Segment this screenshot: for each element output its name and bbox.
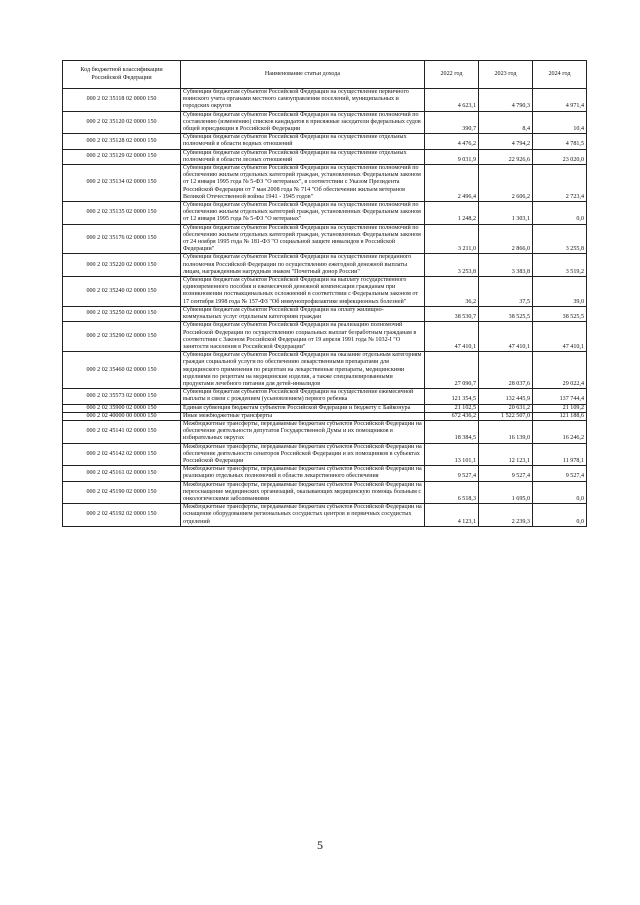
row-code: 000 2 02 35134 02 0000 150 xyxy=(63,165,181,202)
row-value-2022: 21 102,5 xyxy=(425,404,479,412)
row-value-2022: 9 031,9 xyxy=(425,149,479,164)
row-value-2024: 0,0 xyxy=(533,504,587,527)
row-code: 000 2 02 35118 02 0000 150 xyxy=(63,89,181,112)
row-value-2024: 21 109,2 xyxy=(533,404,587,412)
row-value-2023: 1 695,0 xyxy=(479,481,533,504)
row-value-2023: 38 525,5 xyxy=(479,306,533,321)
row-code: 000 2 02 45161 02 0000 150 xyxy=(63,466,181,481)
row-code: 000 2 02 35220 02 0000 150 xyxy=(63,254,181,277)
header-2024: 2024 год xyxy=(533,61,587,89)
page-number: 5 xyxy=(317,838,323,852)
row-code: 000 2 02 40000 00 0000 150 xyxy=(63,412,181,420)
table-row xyxy=(63,202,587,225)
row-name: Единая субвенция бюджетам субъектов Российской Федерации и бюджету г. Байконура xyxy=(181,404,425,412)
row-value-2024: 11 978,1 xyxy=(533,443,587,466)
row-code: 000 2 02 45141 02 0000 150 xyxy=(63,420,181,443)
row-value-2022: 672 436,2 xyxy=(425,412,479,420)
row-name: Субвенции бюджетам субъектов Российской Федерации на осуществление отдельных полномочий в области водных отношений xyxy=(181,134,425,149)
row-value-2023: 37,5 xyxy=(479,277,533,307)
row-name: Иные межбюджетные трансферты xyxy=(181,412,425,420)
row-value-2024: 0,0 xyxy=(533,481,587,504)
row-name: Межбюджетные трансферты, передаваемые бюджетам субъектов Российской Федерации на реализацию отдельных полномочий в области лекарственного обеспечения xyxy=(181,466,425,481)
row-value-2023: 4 790,3 xyxy=(479,89,533,112)
row-value-2023: 2 866,0 xyxy=(479,224,533,254)
table-row xyxy=(63,352,587,389)
row-value-2022: 38 530,7 xyxy=(425,306,479,321)
row-value-2023: 47 410,1 xyxy=(479,322,533,352)
row-value-2024: 16 246,2 xyxy=(533,420,587,443)
row-value-2022: 4 623,1 xyxy=(425,89,479,112)
row-value-2024: 2 723,4 xyxy=(533,165,587,202)
row-name: Субвенции бюджетам субъектов Российской Федерации на осуществление полномочий по обеспечению жильем отдельных категорий граждан, установленных Федеральным законом от 12 января 1995 года № 5-ФЗ "О ветеранах" xyxy=(181,202,425,225)
row-value-2023: 20 631,2 xyxy=(479,404,533,412)
row-code: 000 2 02 35128 02 0000 150 xyxy=(63,134,181,149)
row-value-2023: 2 239,3 xyxy=(479,504,533,527)
row-value-2024: 0,0 xyxy=(533,202,587,225)
row-value-2022: 3 211,0 xyxy=(425,224,479,254)
header-code: Код бюджетной классификации Российской Федерации xyxy=(63,61,181,89)
row-value-2022: 27 090,7 xyxy=(425,352,479,389)
table-row xyxy=(63,404,587,412)
row-value-2022: 4 476,2 xyxy=(425,134,479,149)
row-value-2024: 47 410,1 xyxy=(533,322,587,352)
row-name: Субвенции бюджетам субъектов Российской Федерации на осуществление первичного воинского учета органами местного самоуправления поселений, муниципальных и городских округов xyxy=(181,89,425,112)
row-value-2023: 3 383,8 xyxy=(479,254,533,277)
row-value-2022: 9 527,4 xyxy=(425,466,479,481)
row-value-2024: 23 020,0 xyxy=(533,149,587,164)
row-name: Межбюджетные трансферты, передаваемые бюджетам субъектов Российской Федерации на переоснащение медицинских организаций, оказывающих медицинскую помощь больным с онкологическими заболеваниями xyxy=(181,481,425,504)
row-value-2022: 3 253,8 xyxy=(425,254,479,277)
row-value-2024: 10,4 xyxy=(533,111,587,134)
table-row xyxy=(63,111,587,134)
row-value-2023: 1 303,1 xyxy=(479,202,533,225)
table-header-row xyxy=(63,61,587,89)
row-name: Субвенции бюджетам субъектов Российской Федерации на выплату государственного единовременного пособия и ежемесячной денежной компенсации гражданам при возникновении поствакцинальных осложнений в соответствии с Федеральным законом от 17 сентября 1998 года № 157-ФЗ "Об иммунопрофилактике инфекционных болезней" xyxy=(181,277,425,307)
row-name: Межбюджетные трансферты, передаваемые бюджетам субъектов Российской Федерации на обеспечение деятельности сенаторов Российской Федерации и их помощников в субъектах Российской Федерации xyxy=(181,443,425,466)
header-2022: 2022 год xyxy=(425,61,479,89)
budget-revenue-table-container xyxy=(62,60,586,527)
row-value-2023: 2 606,2 xyxy=(479,165,533,202)
row-code: 000 2 02 35460 02 0000 150 xyxy=(63,352,181,389)
row-name: Межбюджетные трансферты, передаваемые бюджетам субъектов Российской Федерации на оснащение оборудованием региональных сосудистых центров и первичных сосудистых отделений xyxy=(181,504,425,527)
row-value-2024: 38 525,5 xyxy=(533,306,587,321)
row-code: 000 2 02 35290 02 0000 150 xyxy=(63,322,181,352)
row-value-2022: 36,2 xyxy=(425,277,479,307)
table-row xyxy=(63,277,587,307)
row-name: Субвенции бюджетам субъектов Российской Федерации на осуществление полномочий по обеспечению жильем отдельных категорий граждан, установленных Федеральным законом от 12 января 1995 года № 5-ФЗ "О ветеранах", в соответствии с Указом Президента Российской Федерации от 7 мая 2008 года № 714 "Об обеспечении жильем ветеранов Великой Отечественной войны 1941 - 1945 годов" xyxy=(181,165,425,202)
row-value-2023: 8,4 xyxy=(479,111,533,134)
row-value-2022: 4 123,1 xyxy=(425,504,479,527)
row-value-2022: 121 354,5 xyxy=(425,389,479,404)
row-name: Субвенции бюджетам субъектов Российской Федерации на осуществление ежемесячной выплаты в связи с рождением (усыновлением) первого ребенка xyxy=(181,389,425,404)
row-code: 000 2 02 35120 02 0000 150 xyxy=(63,111,181,134)
row-code: 000 2 02 45190 02 0000 150 xyxy=(63,481,181,504)
row-value-2022: 6 518,3 xyxy=(425,481,479,504)
row-value-2022: 390,7 xyxy=(425,111,479,134)
header-name: Наименование статьи дохода xyxy=(181,61,425,89)
table-row xyxy=(63,306,587,321)
row-value-2024: 39,0 xyxy=(533,277,587,307)
row-value-2023: 22 926,6 xyxy=(479,149,533,164)
table-row xyxy=(63,89,587,112)
row-value-2022: 18 384,5 xyxy=(425,420,479,443)
table-row xyxy=(63,134,587,149)
table-row xyxy=(63,254,587,277)
row-value-2024: 9 527,4 xyxy=(533,466,587,481)
row-name: Субвенции бюджетам субъектов Российской Федерации на осуществление отдельных полномочий в области лесных отношений xyxy=(181,149,425,164)
row-value-2023: 1 522 507,0 xyxy=(479,412,533,420)
row-name: Субвенции бюджетам субъектов Российской Федерации на осуществление полномочий по обеспечению жильем отдельных категорий граждан, установленных Федеральным законом от 24 ноября 1995 года № 181-ФЗ "О социальной защите инвалидов в Российской Федерации" xyxy=(181,224,425,254)
row-code: 000 2 02 45192 02 0000 150 xyxy=(63,504,181,527)
row-value-2022: 47 410,1 xyxy=(425,322,479,352)
table-row xyxy=(63,165,587,202)
row-value-2024: 3 519,2 xyxy=(533,254,587,277)
row-value-2022: 1 248,2 xyxy=(425,202,479,225)
row-value-2024: 121 188,6 xyxy=(533,412,587,420)
row-code: 000 2 02 35250 02 0000 150 xyxy=(63,306,181,321)
row-code: 000 2 02 35573 02 0000 150 xyxy=(63,389,181,404)
table-row xyxy=(63,504,587,527)
row-value-2024: 4 971,4 xyxy=(533,89,587,112)
header-2023: 2023 год xyxy=(479,61,533,89)
table-row xyxy=(63,322,587,352)
row-value-2023: 16 139,0 xyxy=(479,420,533,443)
budget-revenue-table xyxy=(62,60,587,527)
row-value-2024: 3 255,8 xyxy=(533,224,587,254)
row-value-2023: 12 123,1 xyxy=(479,443,533,466)
row-code: 000 2 02 35240 02 0000 150 xyxy=(63,277,181,307)
row-code: 000 2 02 35176 02 0000 150 xyxy=(63,224,181,254)
table-row xyxy=(63,420,587,443)
row-value-2023: 132 445,9 xyxy=(479,389,533,404)
row-value-2022: 2 496,4 xyxy=(425,165,479,202)
table-row xyxy=(63,466,587,481)
row-value-2023: 9 527,4 xyxy=(479,466,533,481)
row-code: 000 2 02 35129 02 0000 150 xyxy=(63,149,181,164)
row-value-2023: 28 037,6 xyxy=(479,352,533,389)
row-code: 000 2 02 35900 02 0000 150 xyxy=(63,404,181,412)
table-row xyxy=(63,149,587,164)
table-row xyxy=(63,389,587,404)
row-name: Субвенции бюджетам субъектов Российской Федерации на оплату жилищно-коммунальных услуг отдельным категориям граждан xyxy=(181,306,425,321)
table-row xyxy=(63,481,587,504)
row-value-2022: 13 101,1 xyxy=(425,443,479,466)
row-name: Субвенции бюджетам субъектов Российской Федерации на реализацию полномочий Российской Федерации по осуществлению социальных выплат безработным гражданам в соответствии с Законом Российской Федерации от 19 апреля 1991 года № 1032-I "О занятости населения в Российской Федерации" xyxy=(181,322,425,352)
row-code: 000 2 02 45142 02 0000 150 xyxy=(63,443,181,466)
row-name: Субвенции бюджетам субъектов Российской Федерации на оказание отдельным категориям граждан социальной услуги по обеспечению лекарственными препаратами для медицинского применения по рецептам на лекарственные препараты, медицинскими изделиями по рецептам на медицинские изделия, а также специализированными продуктами лечебного питания для детей-инвалидов xyxy=(181,352,425,389)
row-value-2023: 4 794,2 xyxy=(479,134,533,149)
table-row xyxy=(63,412,587,420)
table-row xyxy=(63,224,587,254)
row-name: Субвенции бюджетам субъектов Российской Федерации на осуществление переданного полномочия Российской Федерации по осуществлению ежегодной денежной выплаты лицам, награжденным нагрудным знаком "Почетный донор России" xyxy=(181,254,425,277)
row-name: Субвенции бюджетам субъектов Российской Федерации на осуществление полномочий по составлению (изменению) списков кандидатов в присяжные заседатели федеральных судов общей юрисдикции в Российской Федерации xyxy=(181,111,425,134)
row-value-2024: 4 781,5 xyxy=(533,134,587,149)
row-value-2024: 137 744,4 xyxy=(533,389,587,404)
row-code: 000 2 02 35135 02 0000 150 xyxy=(63,202,181,225)
row-name: Межбюджетные трансферты, передаваемые бюджетам субъектов Российской Федерации на обеспечение деятельности депутатов Государственной Думы и их помощников в избирательных округах xyxy=(181,420,425,443)
table-row xyxy=(63,443,587,466)
row-value-2024: 29 022,4 xyxy=(533,352,587,389)
